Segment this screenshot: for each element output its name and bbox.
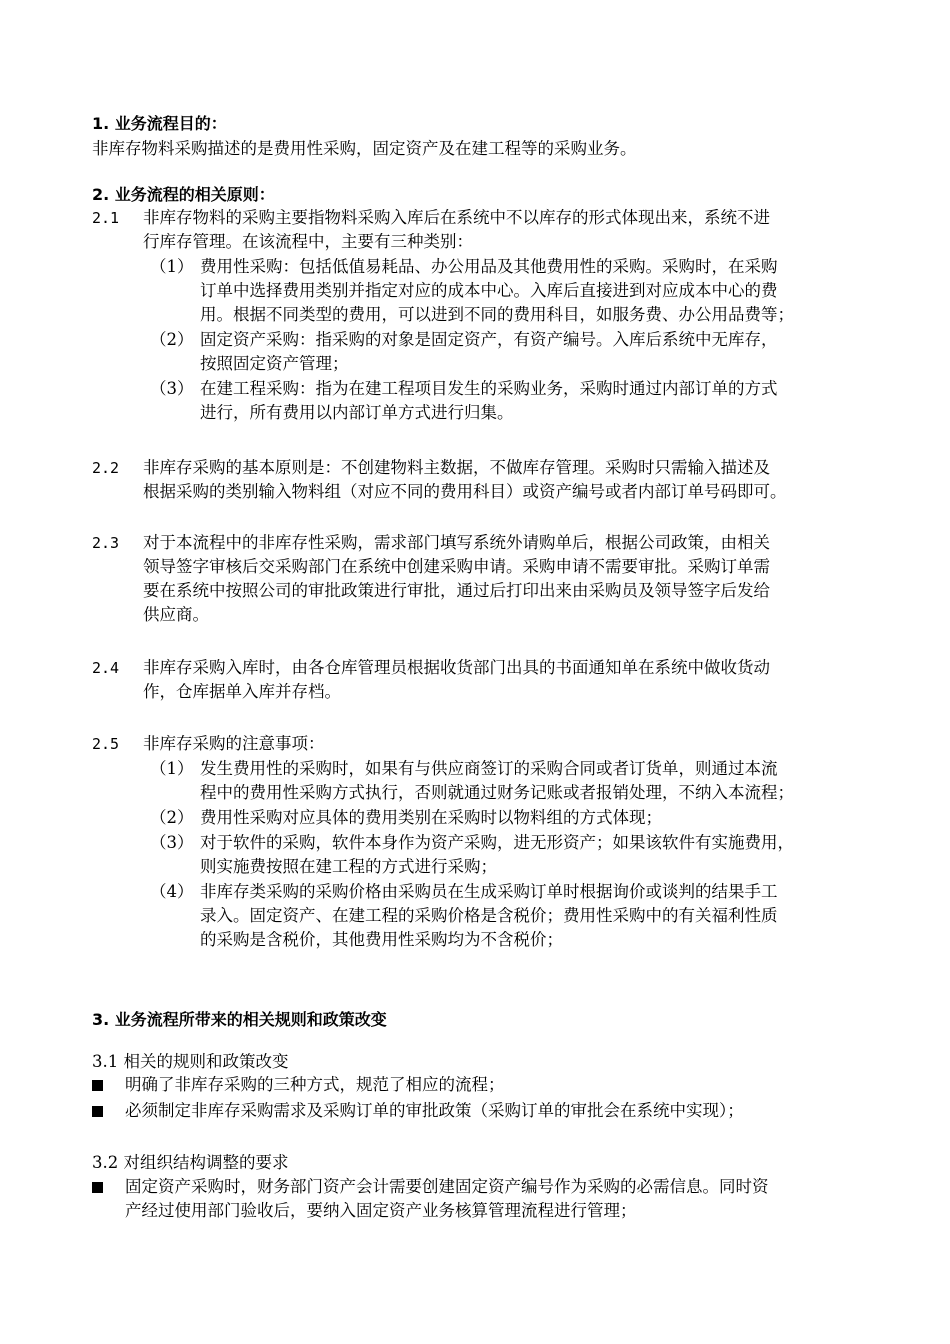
item-line: 则实施费按照在建工程的方式进行采购； <box>200 857 497 876</box>
item-line: 费用性采购：包括低值易耗品、办公用品及其他费用性的采购。采购时，在采购 <box>200 257 778 276</box>
para-2-2-line: 非库存采购的基本原则是：不创建物料主数据，不做库存管理。采购时只需输入描述及 <box>143 458 770 477</box>
item-line: 录入。固定资产、在建工程的采购价格是含税价；费用性采购中的有关福利性质 <box>200 906 778 925</box>
para-2-1-line: 非库存物料的采购主要指物料采购入库后在系统中不以库存的形式体现出来，系统不进 <box>143 208 770 227</box>
para-2-1-line: 行库存管理。在该流程中，主要有三种类别： <box>143 232 473 251</box>
para-2-2-line: 根据采购的类别输入物料组（对应不同的费用科目）或资产编号或者内部订单号码即可。 <box>143 482 787 501</box>
item-line: 非库存类采购的采购价格由采购员在生成采购订单时根据询价或谈判的结果手工 <box>200 882 778 901</box>
subsection-3-1-title: 3.1 相关的规则和政策改变 <box>92 1052 289 1071</box>
item-line: 在建工程采购：指为在建工程项目发生的采购业务，采购时通过内部订单的方式 <box>200 379 778 398</box>
para-2-5-number: 2.5 <box>92 735 120 753</box>
item-number: （2） <box>150 330 194 349</box>
item-line: 按照固定资产管理； <box>200 354 349 373</box>
item-number: （3） <box>150 833 194 852</box>
para-2-4-line: 非库存采购入库时，由各仓库管理员根据收货部门出具的书面通知单在系统中做收货动 <box>143 658 770 677</box>
item-line: 费用性采购对应具体的费用类别在采购时以物料组的方式体现； <box>200 808 662 827</box>
bullet-text: 明确了非库存采购的三种方式，规范了相应的流程； <box>125 1075 505 1094</box>
section-1-title: 1. 业务流程目的： <box>92 114 227 133</box>
subsection-3-2-title: 3.2 对组织结构调整的要求 <box>92 1153 289 1172</box>
para-2-5-line: 非库存采购的注意事项： <box>143 734 325 753</box>
item-number: （1） <box>150 759 194 778</box>
item-number: （2） <box>150 808 194 827</box>
section-1-text: 非库存物料采购描述的是费用性采购，固定资产及在建工程等的采购业务。 <box>92 139 637 158</box>
section-3-title: 3. 业务流程所带来的相关规则和政策改变 <box>92 1010 387 1029</box>
item-line: 订单中选择费用类别并指定对应的成本中心。入库后直接进到对应成本中心的费 <box>200 281 778 300</box>
bullet-text-continued: 产经过使用部门验收后，要纳入固定资产业务核算管理流程进行管理； <box>125 1201 637 1220</box>
item-line: 发生费用性的采购时，如果有与供应商签订的采购合同或者订货单，则通过本流 <box>200 759 778 778</box>
bullet-text: 固定资产采购时，财务部门资产会计需要创建固定资产编号作为采购的必需信息。同时资 <box>125 1177 769 1196</box>
item-number: （1） <box>150 257 194 276</box>
bullet-text: 必须制定非库存采购需求及采购订单的审批政策（采购订单的审批会在系统中实现）； <box>125 1101 744 1120</box>
para-2-3-number: 2.3 <box>92 534 120 552</box>
para-2-3-line: 领导签字审核后交采购部门在系统中创建采购申请。采购申请不需要审批。采购订单需 <box>143 557 770 576</box>
para-2-3-line: 供应商。 <box>143 605 209 624</box>
para-2-4-number: 2.4 <box>92 659 120 677</box>
item-line: 用。根据不同类型的费用，可以进到不同的费用科目，如服务费、办公用品费等； <box>200 305 794 324</box>
square-bullet-icon <box>92 1080 103 1091</box>
item-line: 对于软件的采购，软件本身作为资产采购，进无形资产；如果该软件有实施费用， <box>200 833 794 852</box>
square-bullet-icon <box>92 1106 103 1117</box>
para-2-3-line: 要在系统中按照公司的审批政策进行审批，通过后打印出来由采购员及领导签字后发给 <box>143 581 770 600</box>
square-bullet-icon <box>92 1182 103 1193</box>
section-2-title: 2. 业务流程的相关原则： <box>92 185 275 204</box>
para-2-3-line: 对于本流程中的非库存性采购，需求部门填写系统外请购单后，根据公司政策，由相关 <box>143 533 770 552</box>
para-2-2-number: 2.2 <box>92 459 120 477</box>
para-2-4-line: 作，仓库据单入库并存档。 <box>143 682 341 701</box>
item-number: （3） <box>150 379 194 398</box>
item-line: 固定资产采购：指采购的对象是固定资产，有资产编号。入库后系统中无库存， <box>200 330 778 349</box>
para-2-1-number: 2.1 <box>92 209 120 227</box>
item-line: 程中的费用性采购方式执行，否则就通过财务记账或者报销处理，不纳入本流程； <box>200 783 794 802</box>
item-line: 进行，所有费用以内部订单方式进行归集。 <box>200 403 514 422</box>
item-number: （4） <box>150 882 194 901</box>
item-line: 的采购是含税价，其他费用性采购均为不含税价； <box>200 930 563 949</box>
